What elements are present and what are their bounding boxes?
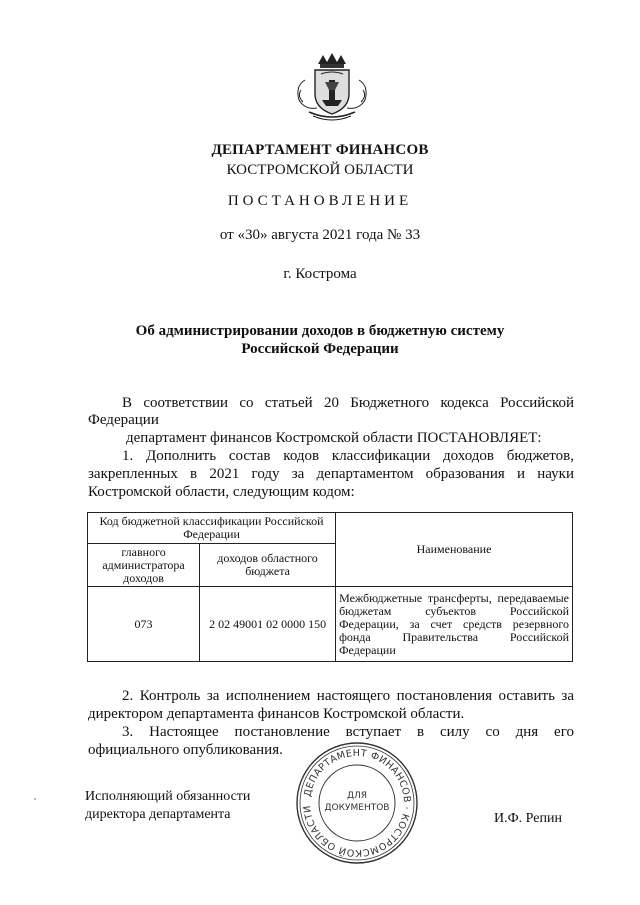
table-header-admin: главного администратора доходов (88, 544, 200, 587)
budget-code-table (87, 512, 573, 662)
department-region: КОСТРОМСКОЙ ОБЛАСТИ (226, 162, 414, 178)
coat-of-arms-icon (291, 50, 373, 124)
table-header-name: Наименование (336, 513, 573, 587)
department-name: ДЕПАРТАМЕНТ ФИНАНСОВ (211, 142, 429, 158)
income-name-cell: Межбюджетные трансферты, передаваемые бюджетам субъектов Российской Федерации, за счет средств резервного фонда Правительства Российской Федерации (336, 587, 573, 662)
document-title-line1: Об администрировании доходов в бюджетную систему (135, 323, 505, 339)
table-header-row (88, 513, 573, 544)
scan-speck (34, 798, 36, 800)
table-row (88, 587, 573, 662)
item1-line1: 1. Дополнить состав кодов классификации доходов бюджетов, (122, 448, 574, 464)
preamble-line1: В соответствии со статьей 20 Бюджетного кодекса Российской (122, 395, 574, 411)
document-date-number: от «30» августа 2021 года № 33 (219, 227, 421, 243)
table-header-group: Код бюджетной классификации Российской Федерации (88, 513, 336, 544)
admin-code-cell: 073 (88, 587, 200, 662)
signatory-position-line2: директора департамента (85, 807, 231, 822)
preamble-line3: департамент финансов Костромской области ПОСТАНОВЛЯЕТ: (126, 430, 542, 446)
item1-line2: закрепленных в 2021 году за департаментом образования и науки (88, 466, 574, 482)
document-title-line2: Российской Федерации (241, 341, 399, 357)
income-code-cell: 2 02 49001 02 0000 150 (200, 587, 336, 662)
item3-line2: официального опубликования. (88, 742, 283, 758)
stamp-inner-line2: ДОКУМЕНТОВ (324, 803, 390, 813)
table-header-income: доходов областного бюджета (200, 544, 336, 587)
preamble-line2: Федерации (88, 412, 159, 428)
stamp-inner-line1: ДЛЯ (346, 791, 368, 801)
item2-line2: директором департамента финансов Костромской области. (88, 706, 465, 722)
signatory-position (85, 788, 250, 824)
stamp-outer-text: ДЕПАРТАМЕНТ ФИНАНСОВ · КОСТРОМСКОЙ ОБЛАСТИ (301, 747, 413, 859)
signatory-name: И.Ф. Репин (494, 811, 562, 826)
signatory-position-line1: Исполняющий обязанности (85, 789, 251, 804)
document-type: ПОСТАНОВЛЕНИЕ (227, 193, 413, 209)
document-city: г. Кострома (283, 266, 357, 282)
item3-line1: 3. Настоящее постановление вступает в силу со дня его (122, 724, 574, 740)
item2-line1: 2. Контроль за исполнением настоящего постановления оставить за (122, 688, 574, 704)
round-stamp-icon (294, 740, 420, 866)
item1-line3: Костромской области, следующим кодом: (88, 484, 355, 500)
